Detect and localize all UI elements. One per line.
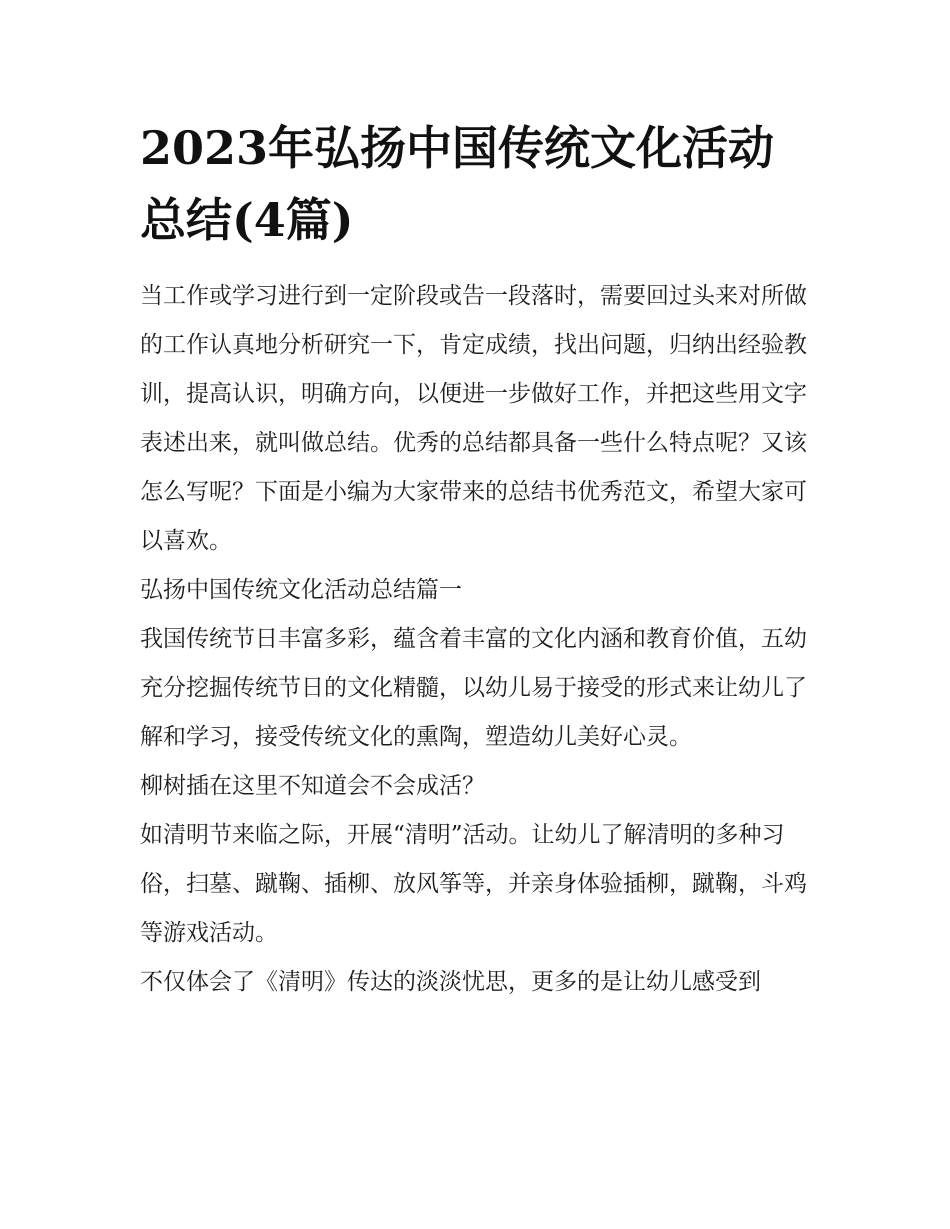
body-paragraph: 不仅体会了《清明》传达的淡淡忧思，更多的是让幼儿感受到: [140, 969, 761, 995]
document-body: [140, 112, 812, 1007]
body-paragraph: 柳树插在这里不知道会不会成活？: [140, 773, 485, 799]
document-title: 2023年弘扬中国传统文化活动总结(4篇): [140, 121, 775, 247]
body-paragraph: 我国传统节日丰富多彩，蕴含着丰富的文化内涵和教育价值，五幼充分挖掘传统节日的文化精髓，以幼儿易于接受的形式来让幼儿了解和学习，接受传统文化的熏陶，塑造幼儿美好心灵。: [140, 626, 807, 750]
intro-paragraph: 当工作或学习进行到一定阶段或告一段落时，需要回过头来对所做的工作认真地分析研究一下，肯定成绩，找出问题，归纳出经验教训，提高认识，明确方向，以便进一步做好工作，并把这些用文字表述出来，就叫做总结。优秀的总结都具备一些什么特点呢？又该怎么写呢？下面是小编为大家带来的总结书优秀范文，希望大家可以喜欢。: [140, 283, 807, 554]
section-heading: 弘扬中国传统文化活动总结篇一: [140, 577, 462, 603]
body-paragraph: 如清明节来临之际，开展“清明”活动。让幼儿了解清明的多种习俗，扫墓、蹴鞠、插柳、放风筝等，并亲身体验插柳，蹴鞠，斗鸡等游戏活动。: [140, 822, 807, 946]
